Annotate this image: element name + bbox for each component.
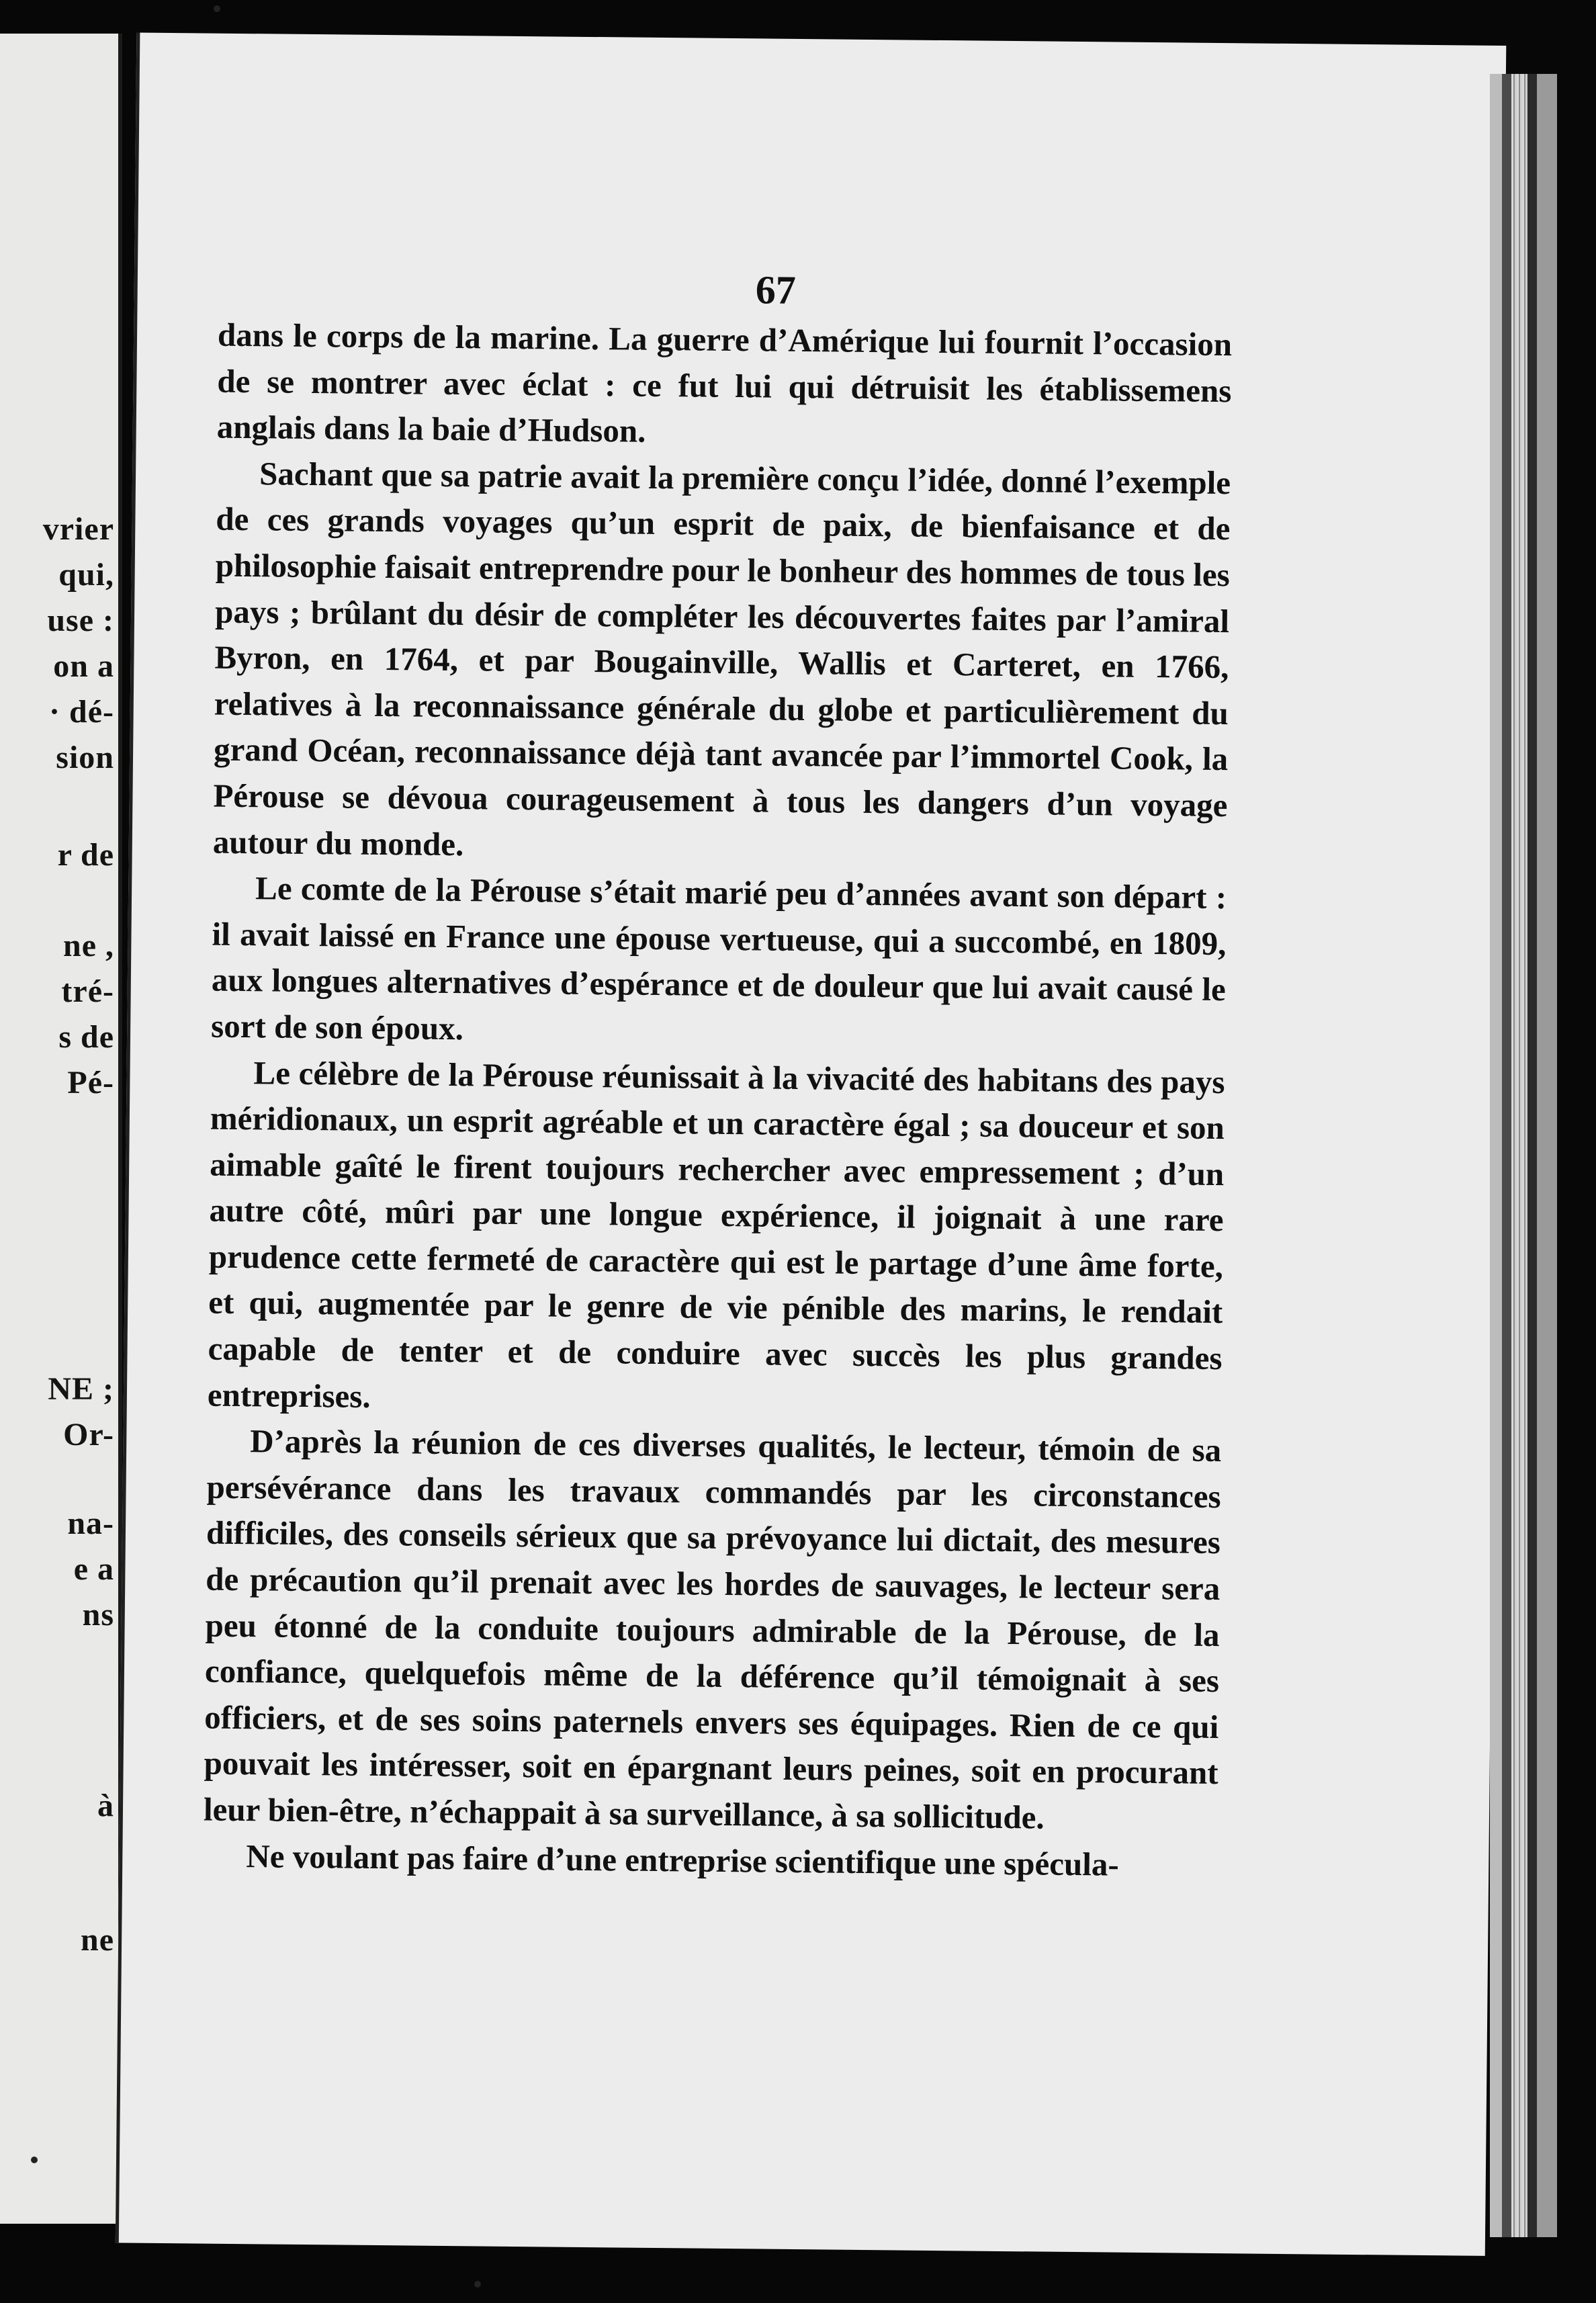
book-page bbox=[116, 32, 1506, 2255]
previous-page-text-fragment: e a bbox=[73, 1551, 114, 1587]
previous-page-text-fragment: vrier bbox=[42, 511, 114, 547]
previous-page-text-fragment: Or- bbox=[63, 1417, 114, 1452]
previous-page-text-fragment: s de bbox=[58, 1019, 114, 1055]
scan-speck bbox=[214, 5, 220, 12]
previous-page-text-fragment: qui, bbox=[58, 557, 114, 593]
book-edge-pages bbox=[1511, 74, 1527, 2237]
scan-speck bbox=[474, 2281, 481, 2288]
scan-speck bbox=[31, 2157, 38, 2163]
paragraph: Le célèbre de la Pérouse réunissait à la vivacité des habitans des pays méridionaux, un esprit agréable et un caractère égal ; sa douceur et son aimable gaîté le firent toujours rechercher avec empressement ; d’un autre côté, mûri par une longue expérience, il joignait à une rare prudence cette fermeté de caractère qui est le partage d’une âme forte, et qui, augmentée par le genre de vie pénible des marins, le rendait capable de tenter et de conduire avec succès les plus grandes entreprises. bbox=[207, 1053, 1225, 1415]
previous-page-text-fragment: à bbox=[97, 1788, 114, 1823]
previous-page-text-fragment: use : bbox=[47, 603, 114, 638]
page-number: 67 bbox=[755, 267, 797, 312]
paragraph: dans le corps de la marine. La guerre d’Amérique lui fournit l’occasion de se montrer avec éclat : ce fut lui qui détruisit les établissemens anglais dans la baie d’Hudson. bbox=[216, 316, 1233, 449]
book-edge-band bbox=[1502, 74, 1511, 2237]
paragraph: Le comte de la Pérouse s’était marié peu d’années avant son départ : il avait laissé en France une épouse vertueuse, qui a succombé, en 1809, aux longues alternatives d’espérance et de douleur que lui avait causé le sort de son époux. bbox=[210, 869, 1227, 1047]
previous-page-text-fragment: NE ; bbox=[48, 1371, 114, 1407]
previous-page-text-fragment: ns bbox=[82, 1597, 114, 1633]
paragraph: Ne voulant pas faire d’une entreprise scientifique une spécula- bbox=[246, 1837, 1119, 1883]
book-edge-band bbox=[1527, 74, 1537, 2237]
previous-page-text-fragment: ne bbox=[81, 1922, 114, 1958]
previous-page-text-fragment: ne , bbox=[63, 928, 114, 963]
previous-page-text-fragment: Pé- bbox=[67, 1065, 114, 1100]
previous-page-text-fragment: r de bbox=[57, 837, 114, 873]
previous-page-text-fragment: sion bbox=[56, 740, 114, 775]
book-edge-band bbox=[1537, 74, 1557, 2237]
previous-page-text-fragment: on a bbox=[53, 648, 114, 684]
previous-page-text-fragment: · dé- bbox=[49, 694, 114, 730]
previous-page-fragment bbox=[0, 34, 122, 2224]
paragraph: D’après la réunion de ces diverses qualités, le lecteur, témoin de sa persévérance dans les travaux commandés par les circonstances difficiles, des conseils sérieux que sa prévoyance lui dictait, des mesures de précaution qu’il prenait avec les hordes de sauvages, le lecteur sera peu étonné de la conduite toujours admirable de la Pérouse, de la confiance, quelquefois même de la déférence qu’il témoignait à ses officiers, et de ses soins paternels envers ses équipages. Rien de ce qui pouvait les intéresser, soit en épargnant leurs peines, soit en procurant leur bien-être, n’échappait à sa surveillance, à sa sollicitude. bbox=[203, 1422, 1222, 1836]
previous-page-text-fragment: tré- bbox=[61, 973, 114, 1009]
page-body-text bbox=[203, 312, 1232, 1889]
paragraph: Sachant que sa patrie avait la première conçu l’idée, donné l’exemple de ces grands voyages qu’un esprit de paix, de bienfaisance et de philosophie faisait entreprendre pour le bonheur des hommes de tous les pays ; brûlant du désir de compléter les découvertes faites par l’amiral Byron, en 1764, et par Bougainville, Wallis et Carteret, en 1766, relatives à la reconnaissance générale du globe et particulièrement du grand Océan, reconnaissance déjà tant avancée par l’immortel Cook, la Pérouse se dévoua courageusement à tous les dangers d’un voyage autour du monde. bbox=[212, 455, 1231, 863]
previous-page-text-fragment: na- bbox=[67, 1506, 114, 1541]
book-edge-band bbox=[1490, 74, 1502, 2237]
